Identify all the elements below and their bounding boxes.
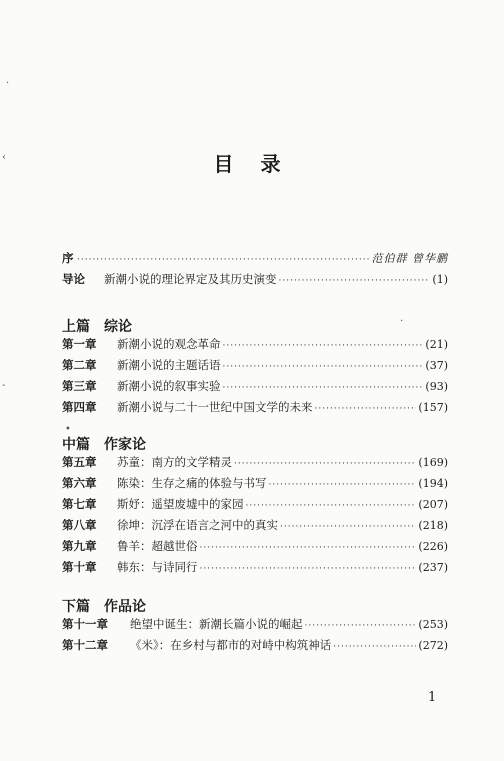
entry-label: 第五章 (62, 455, 97, 469)
entry-title: 新潮小说的叙事实验 (117, 379, 221, 393)
leader-dots (223, 362, 424, 372)
leader-dots (269, 480, 417, 490)
part-section (62, 432, 448, 580)
toc-row[interactable] (62, 616, 448, 637)
entry-title: 苏童：南方的文学精灵 (117, 455, 232, 469)
entry-title: 新潮小说与二十一世纪中国文学的未来 (117, 400, 313, 414)
entry-label: 第四章 (62, 400, 97, 414)
part-section (62, 314, 448, 420)
entry-page: (194) (418, 477, 448, 490)
scan-speck: · (6, 78, 10, 89)
toc-row[interactable] (62, 454, 448, 475)
toc-row-preface[interactable] (62, 250, 448, 271)
leader-dots (200, 543, 417, 553)
entry-label: 第九章 (62, 539, 97, 553)
scan-speck: - (2, 380, 6, 391)
part-section (62, 594, 448, 658)
toc-row[interactable] (62, 517, 448, 538)
entry-title: 绝望中诞生：新潮长篇小说的崛起 (130, 617, 303, 631)
entry-label: 第八章 (62, 518, 97, 532)
toc-row[interactable] (62, 496, 448, 517)
entry-label: 序 (62, 251, 74, 265)
entry-page: (226) (418, 540, 448, 553)
part-heading (62, 432, 448, 454)
page-title: 目 录 (213, 152, 291, 176)
leader-dots (305, 621, 417, 631)
entry-title: 新潮小说的主题话语 (117, 358, 221, 372)
toc-row[interactable] (62, 559, 448, 580)
part-heading (62, 594, 448, 616)
entry-label: 第三章 (62, 379, 97, 393)
entry-page: (218) (418, 519, 448, 532)
part-title: 作家论 (104, 437, 146, 453)
entry-page: (1) (432, 273, 448, 286)
entry-label: 第七章 (62, 497, 97, 511)
part-label: 中篇 (62, 437, 90, 453)
entry-author: 范伯群 曾华鹏 (371, 252, 448, 265)
entry-label: 第十章 (62, 560, 97, 574)
toc-row[interactable] (62, 357, 448, 378)
entry-label: 第六章 (62, 476, 97, 490)
entry-label: 第十一章 (62, 617, 108, 631)
entry-title: 鲁羊：超越世俗 (117, 539, 198, 553)
entry-page: (37) (425, 359, 448, 372)
leader-dots (280, 522, 416, 532)
leader-dots (246, 501, 417, 511)
entry-label: 第二章 (62, 358, 97, 372)
entry-page: (272) (418, 639, 448, 652)
entry-title: 新潮小说的理论界定及其历史演变 (104, 272, 277, 286)
toc-row-introduction[interactable] (62, 271, 448, 292)
leader-dots (77, 255, 370, 265)
leader-dots (223, 383, 424, 393)
entry-page: (253) (418, 618, 448, 631)
part-heading (62, 314, 448, 336)
scan-speck: • (65, 424, 71, 435)
entry-title: 韩东：与诗同行 (117, 560, 198, 574)
leader-dots (333, 642, 416, 652)
entry-page: (93) (425, 380, 448, 393)
entry-title: 新潮小说的观念革命 (117, 337, 221, 351)
entry-page: (237) (418, 561, 448, 574)
entry-label: 第一章 (62, 337, 97, 351)
entry-title: 《米》：在乡村与都市的对峙中构筑神话 (130, 638, 332, 652)
part-label: 上篇 (62, 319, 90, 335)
entry-label: 第十二章 (62, 638, 108, 652)
entry-label: 导论 (62, 272, 85, 286)
part-label: 下篇 (62, 599, 90, 615)
leader-dots (200, 564, 417, 574)
leader-dots (279, 276, 431, 286)
part-title: 作品论 (104, 599, 146, 615)
entry-title: 斯妤：遥望废墟中的家园 (117, 497, 244, 511)
toc-row[interactable] (62, 637, 448, 658)
entry-page: (207) (418, 498, 448, 511)
toc-row[interactable] (62, 336, 448, 357)
scan-speck: ‹ (2, 152, 6, 163)
entry-page: (169) (418, 456, 448, 469)
toc-row[interactable] (62, 538, 448, 559)
entry-page: (21) (425, 338, 448, 351)
page-number: 1 (428, 690, 437, 705)
part-title: 综论 (104, 319, 132, 335)
leader-dots (234, 459, 416, 469)
leader-dots (223, 341, 424, 351)
toc-row[interactable] (62, 378, 448, 399)
entry-title: 陈染：生存之痛的体验与书写 (117, 476, 267, 490)
toc-row[interactable] (62, 399, 448, 420)
entry-title: 徐坤：沉浮在语言之河中的真实 (117, 518, 278, 532)
toc-row[interactable] (62, 475, 448, 496)
entry-page: (157) (418, 401, 448, 414)
front-matter (62, 250, 448, 292)
leader-dots (315, 404, 417, 414)
scan-speck: · (400, 316, 404, 327)
